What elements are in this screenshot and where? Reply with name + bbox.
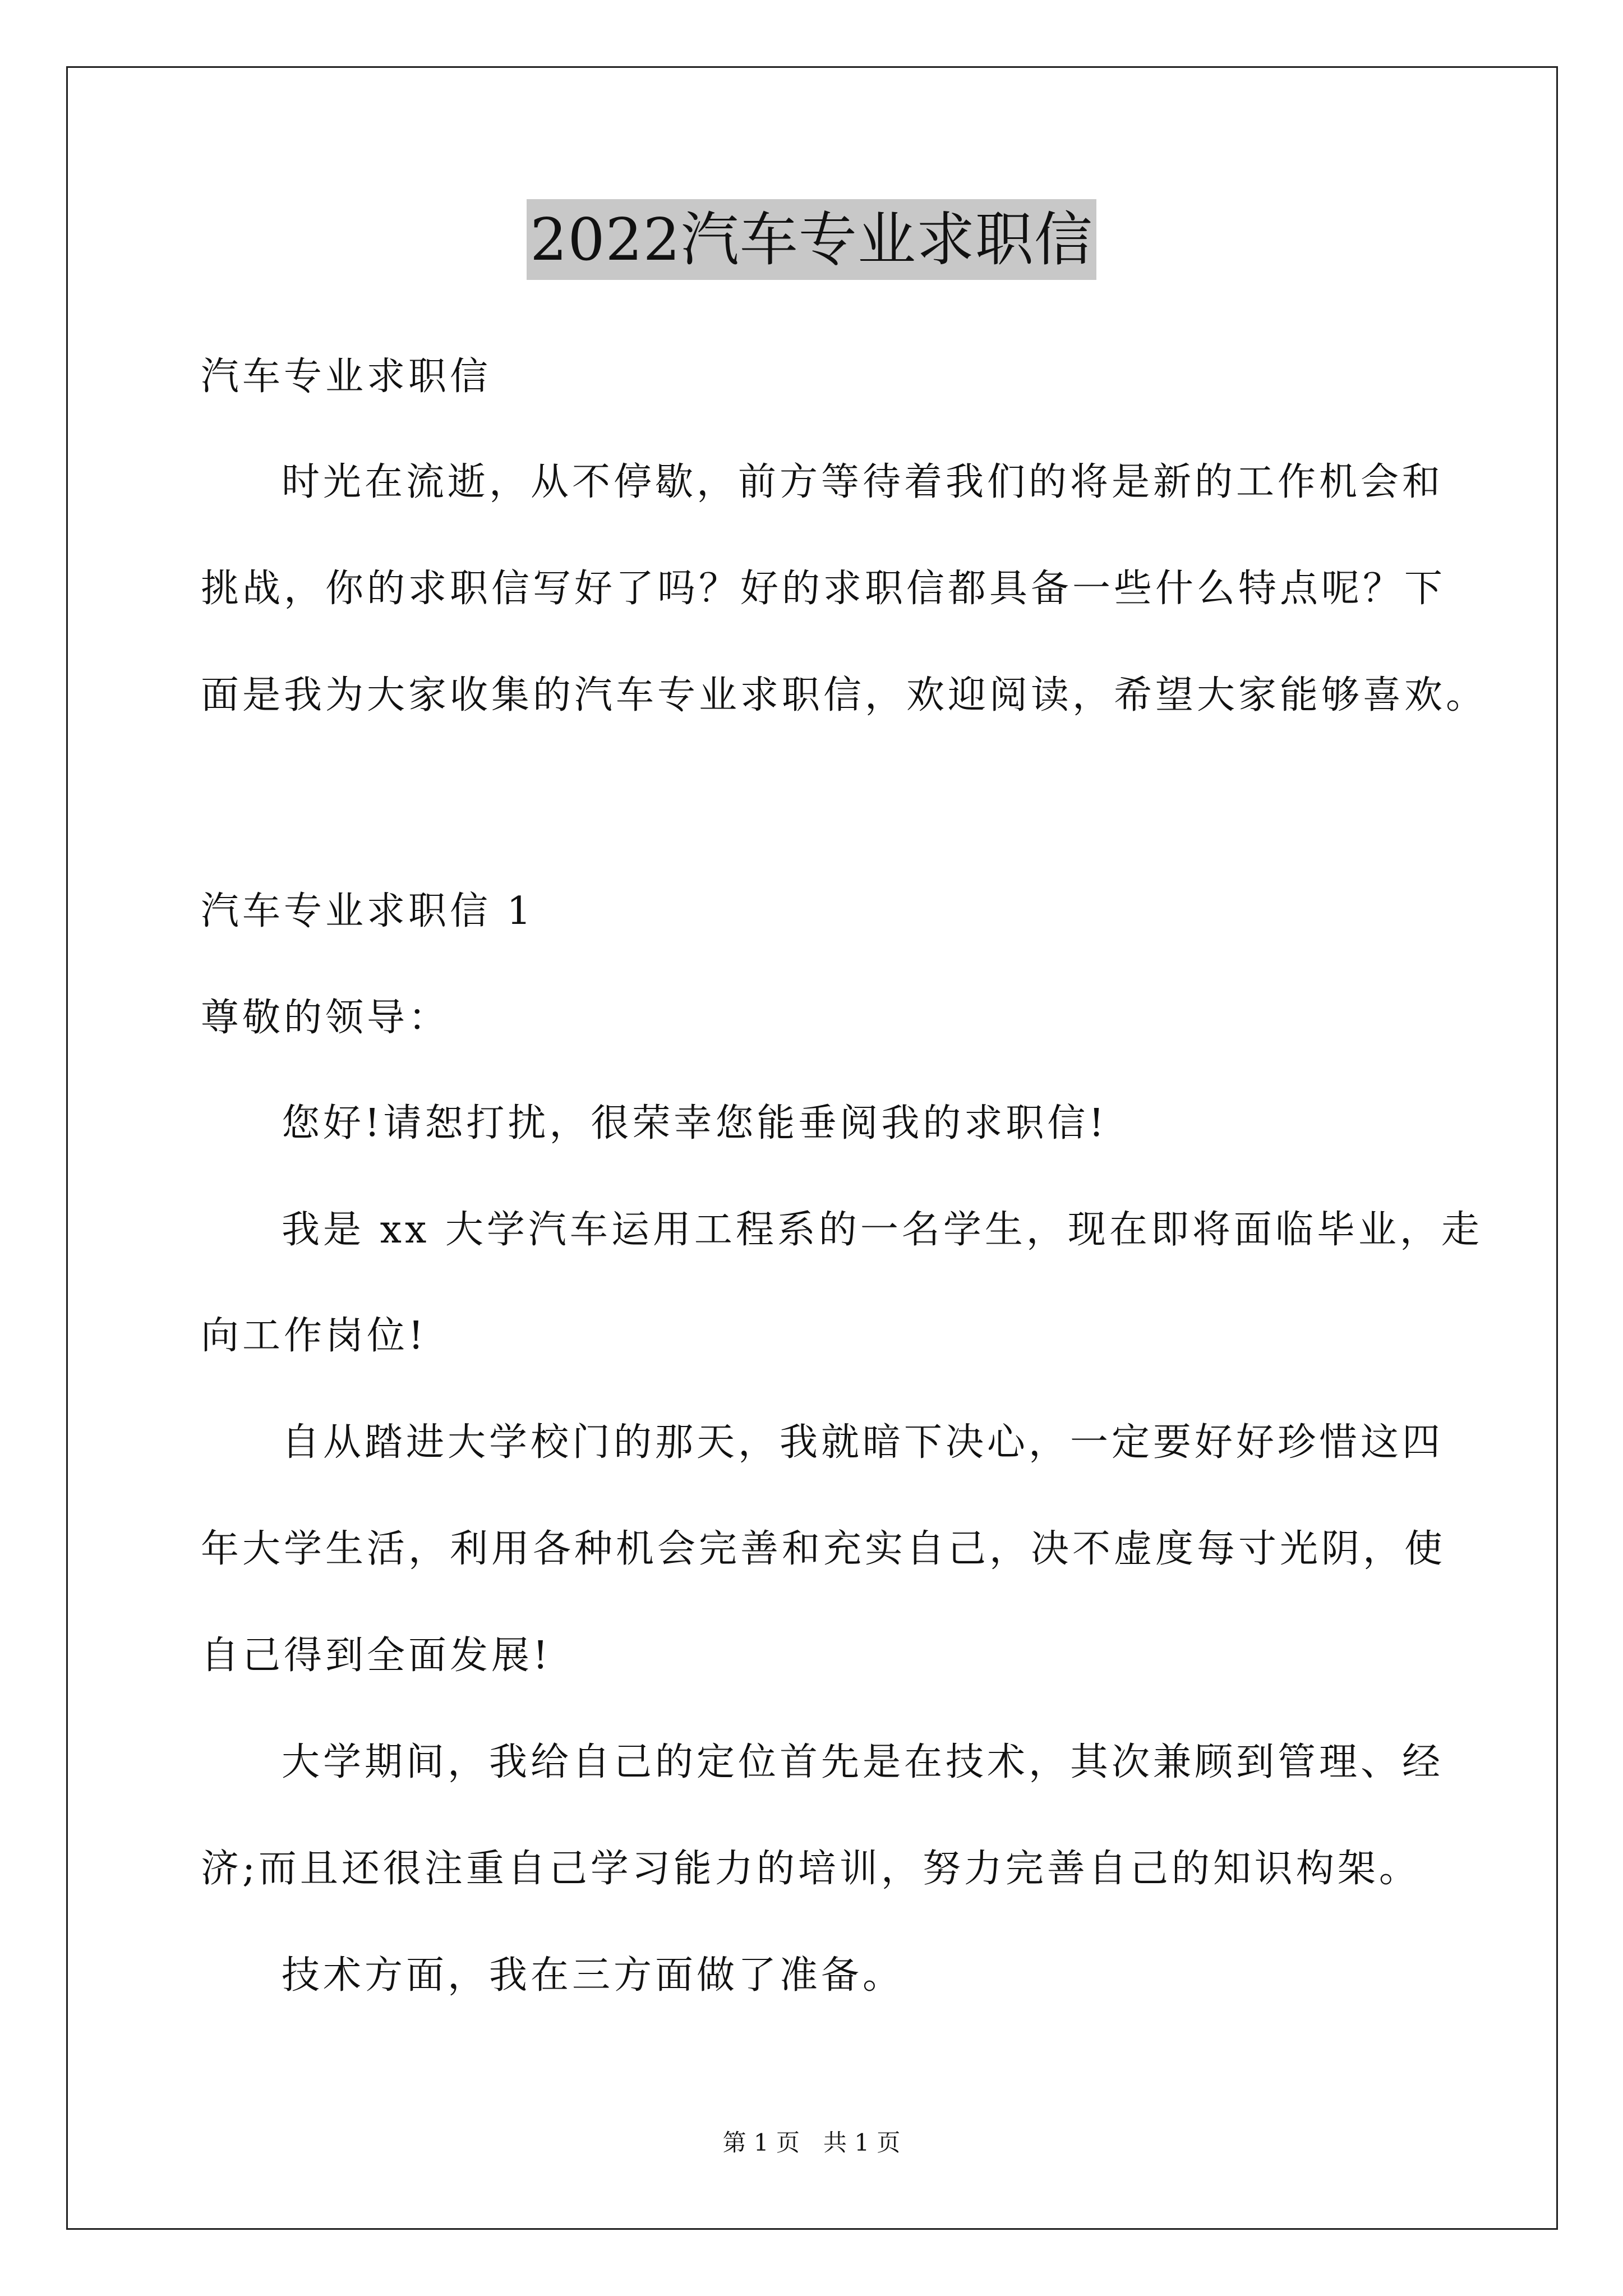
page-footer: 第 1 页 共 1 页 <box>722 2129 901 2156</box>
intro-line-2: 挑战，你的求职信写好了吗？好的求职信都具备一些什么特点呢？下 <box>201 567 1446 611</box>
subtitle: 汽车专业求职信 <box>201 355 492 399</box>
body-line-7: 大学期间，我给自己的定位首先是在技术，其次兼顾到管理、经 <box>282 1740 1444 1784</box>
document-title: 2022汽车专业求职信 <box>527 199 1096 280</box>
salutation: 尊敬的领导： <box>201 996 450 1040</box>
body-line-6: 自己得到全面发展! <box>201 1634 552 1678</box>
body-line-5: 年大学生活，利用各种机会完善和充实自己，决不虚度每寸光阴，使 <box>201 1527 1446 1571</box>
body-line-8: 济;而且还很注重自己学习能力的培训，努力完善自己的知识构架。 <box>201 1847 1421 1891</box>
section-heading: 汽车专业求职信 1 <box>201 889 534 933</box>
body-line-2: 我是 xx 大学汽车运用工程系的一名学生，现在即将面临毕业，走 <box>282 1208 1483 1252</box>
intro-line-1: 时光在流逝，从不停歇，前方等待着我们的将是新的工作机会和 <box>282 460 1444 504</box>
body-line-4: 自从踏进大学校门的那天，我就暗下决心，一定要好好珍惜这四 <box>282 1420 1444 1465</box>
intro-line-3: 面是我为大家收集的汽车专业求职信，欢迎阅读，希望大家能够喜欢。 <box>201 673 1488 717</box>
body-line-3: 向工作岗位! <box>201 1314 427 1358</box>
body-line-1: 您好!请恕打扰，很荣幸您能垂阅我的求职信! <box>282 1101 1108 1145</box>
body-line-9: 技术方面，我在三方面做了准备。 <box>282 1953 905 1998</box>
title-container <box>0 199 1623 280</box>
